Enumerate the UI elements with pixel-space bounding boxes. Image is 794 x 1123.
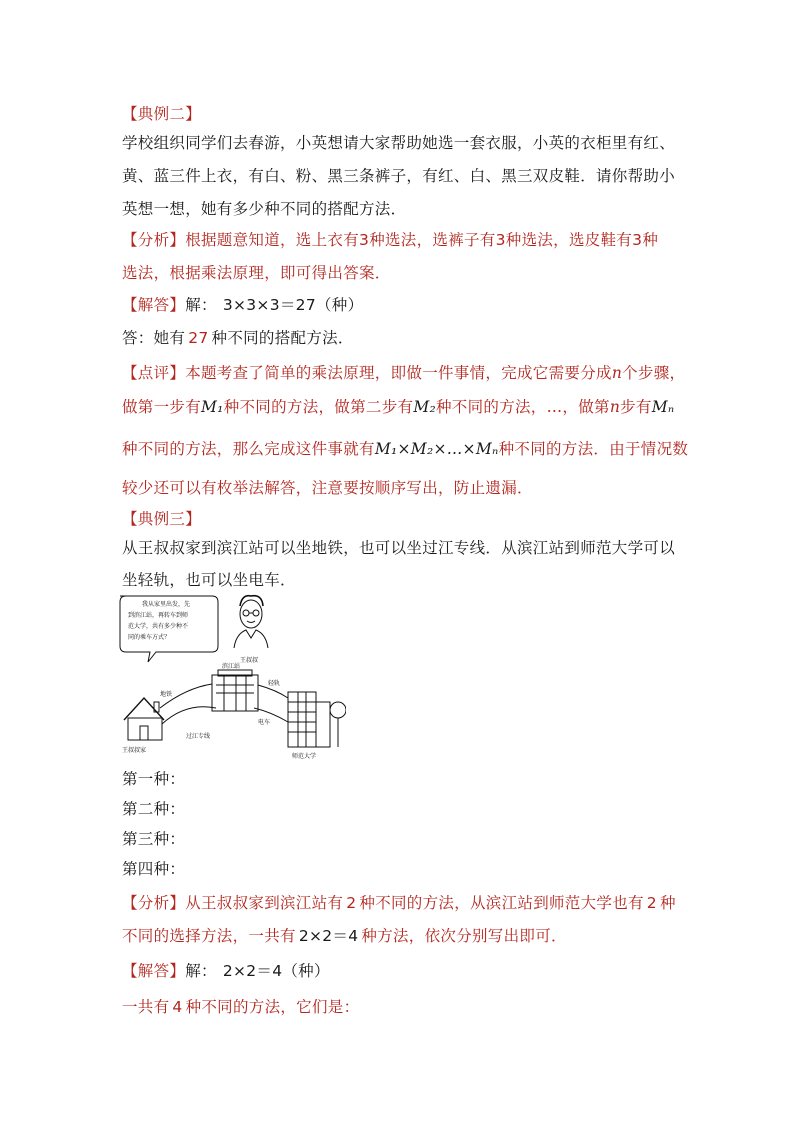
- comment-text: 做第一步有: [122, 398, 202, 416]
- man-label: 王叔叔: [240, 657, 259, 664]
- speech-line-4: 同的乘车方式？: [128, 634, 171, 641]
- analysis-text: 种选法，选皮鞋有: [505, 231, 633, 249]
- subway-label: 地铁: [160, 691, 173, 698]
- ferry-route: [162, 707, 216, 724]
- comment-formula: M₁×M₂×…×Mₙ: [374, 440, 499, 458]
- example-3-problem-line-2: 坐轻轨，也可以坐电车．: [122, 571, 296, 589]
- analysis-number: 3: [495, 231, 506, 249]
- example-3-problem-line-1: 从王叔叔家到滨江站可以坐地铁，也可以坐过江专线．从滨江站到师范大学可以: [122, 539, 676, 557]
- example-2-comment-line-1: [122, 363, 685, 383]
- comment-text: 种不同的方法，那么完成这件事就有: [122, 440, 375, 458]
- analysis-text: 种不同的方法，从滨江站到师范大学也有: [359, 894, 644, 912]
- example-2-answer: [122, 328, 354, 348]
- analysis-number: 3: [359, 231, 370, 249]
- analysis-text: 种: [659, 894, 676, 912]
- analysis-label: 【分析】: [122, 231, 186, 249]
- comment-label: 【点评】: [122, 364, 186, 382]
- way-2: 第二种：: [122, 800, 186, 818]
- example-2-problem-line-2: 黄、蓝三件上衣，有白、粉、黑三条裤子，有红、白、黑三双皮鞋．请你帮助小: [122, 167, 676, 185]
- example-2-solution: [122, 295, 363, 315]
- final-text: 一共有: [122, 998, 170, 1016]
- example-2-comment-line-4: 较少还可以有枚举法解答，注意要按顺序写出，防止遗漏．: [122, 479, 533, 497]
- comment-text: 种不同的方法，…，做第: [436, 398, 610, 416]
- comment-text: 步有: [620, 398, 652, 416]
- house: [124, 698, 164, 740]
- comment-text: 种不同的方法，做第二步有: [223, 398, 414, 416]
- tram-label: 电车: [258, 719, 271, 726]
- speech-line-1: 我从家里出发，先: [142, 601, 191, 608]
- analysis-text: 从王叔叔家到滨江站有: [185, 894, 344, 912]
- example-2-comment-line-2: [122, 397, 674, 417]
- station-building: [212, 670, 258, 711]
- comment-variable: n: [609, 398, 621, 416]
- example-3-analysis-line-2: [122, 926, 567, 946]
- example-2-problem-line-3: 英想一想，她有多少种不同的搭配方法．: [122, 200, 407, 218]
- analysis-number: 2: [346, 894, 357, 912]
- comment-variable: n: [611, 364, 623, 382]
- solution-formula: 2×2＝4（种）: [222, 962, 330, 980]
- example-3-heading: 【典例三】: [122, 510, 202, 528]
- solution-label: 【解答】: [122, 296, 186, 314]
- comment-variable: M₁: [201, 398, 224, 416]
- home-label: 王叔叔家: [122, 747, 147, 754]
- ferry-label: 过江专线: [186, 733, 211, 740]
- answer-text: 答：她有: [122, 329, 186, 347]
- analysis-text: 种选法，选裤子有: [369, 231, 496, 249]
- answer-number: 27: [188, 329, 209, 347]
- speech-line-2: 到滨江站，再转车到师: [128, 612, 189, 619]
- way-1: 第一种：: [122, 770, 186, 788]
- comment-text: 本题考查了简单的乘法原理，即做一件事情，完成它需要分成: [185, 364, 612, 382]
- analysis-text: 种方法，依次分别写出即可．: [361, 927, 567, 945]
- comment-text: 个步骤，: [622, 364, 686, 382]
- final-number: 4: [172, 998, 183, 1016]
- solution-prefix: 解：: [185, 296, 217, 314]
- route-illustration: [116, 590, 346, 765]
- example-3-final: [122, 997, 359, 1017]
- final-text: 种不同的方法，它们是：: [185, 998, 360, 1016]
- analysis-text: 根据题意知道，选上衣有: [185, 231, 360, 249]
- analysis-text: 不同的选择方法，一共有: [122, 927, 296, 945]
- analysis-number: 2: [646, 894, 657, 912]
- rail-label: 轻轨: [268, 680, 281, 687]
- comment-text: 种不同的方法．由于情况数: [498, 440, 689, 458]
- way-3: 第三种：: [122, 830, 186, 848]
- man-figure: [234, 596, 268, 648]
- example-2-comment-line-3: [122, 439, 688, 459]
- answer-text: 种不同的搭配方法．: [211, 329, 354, 347]
- university-building: [288, 692, 346, 747]
- solution-label: 【解答】: [122, 962, 186, 980]
- analysis-number: 3: [632, 231, 643, 249]
- station-label: 滨江站: [222, 663, 241, 670]
- way-4: 第四种：: [122, 860, 186, 878]
- analysis-text: 种: [642, 231, 659, 249]
- analysis-formula: 2×2＝4: [298, 927, 359, 945]
- example-2-analysis-line-2: 选法，根据乘法原理，即可得出答案．: [122, 264, 391, 282]
- comment-variable: Mₙ: [651, 398, 675, 416]
- example-2-heading: 【典例二】: [122, 105, 202, 123]
- comment-variable: M₂: [413, 398, 436, 416]
- speech-line-3: 范大学，共有多少种不: [128, 623, 189, 630]
- solution-formula: 3×3×3＝27（种）: [222, 296, 364, 314]
- example-3-analysis-line-1: [122, 893, 676, 913]
- solution-prefix: 解：: [185, 962, 217, 980]
- example-2-problem-line-1: 学校组织同学们去春游，小英想请大家帮助她选一套衣服，小英的衣柜里有红、: [122, 134, 676, 152]
- example-3-solution: [122, 961, 330, 981]
- university-label: 师范大学: [292, 753, 317, 760]
- example-2-analysis-line-1: [122, 230, 658, 250]
- analysis-label: 【分析】: [122, 894, 186, 912]
